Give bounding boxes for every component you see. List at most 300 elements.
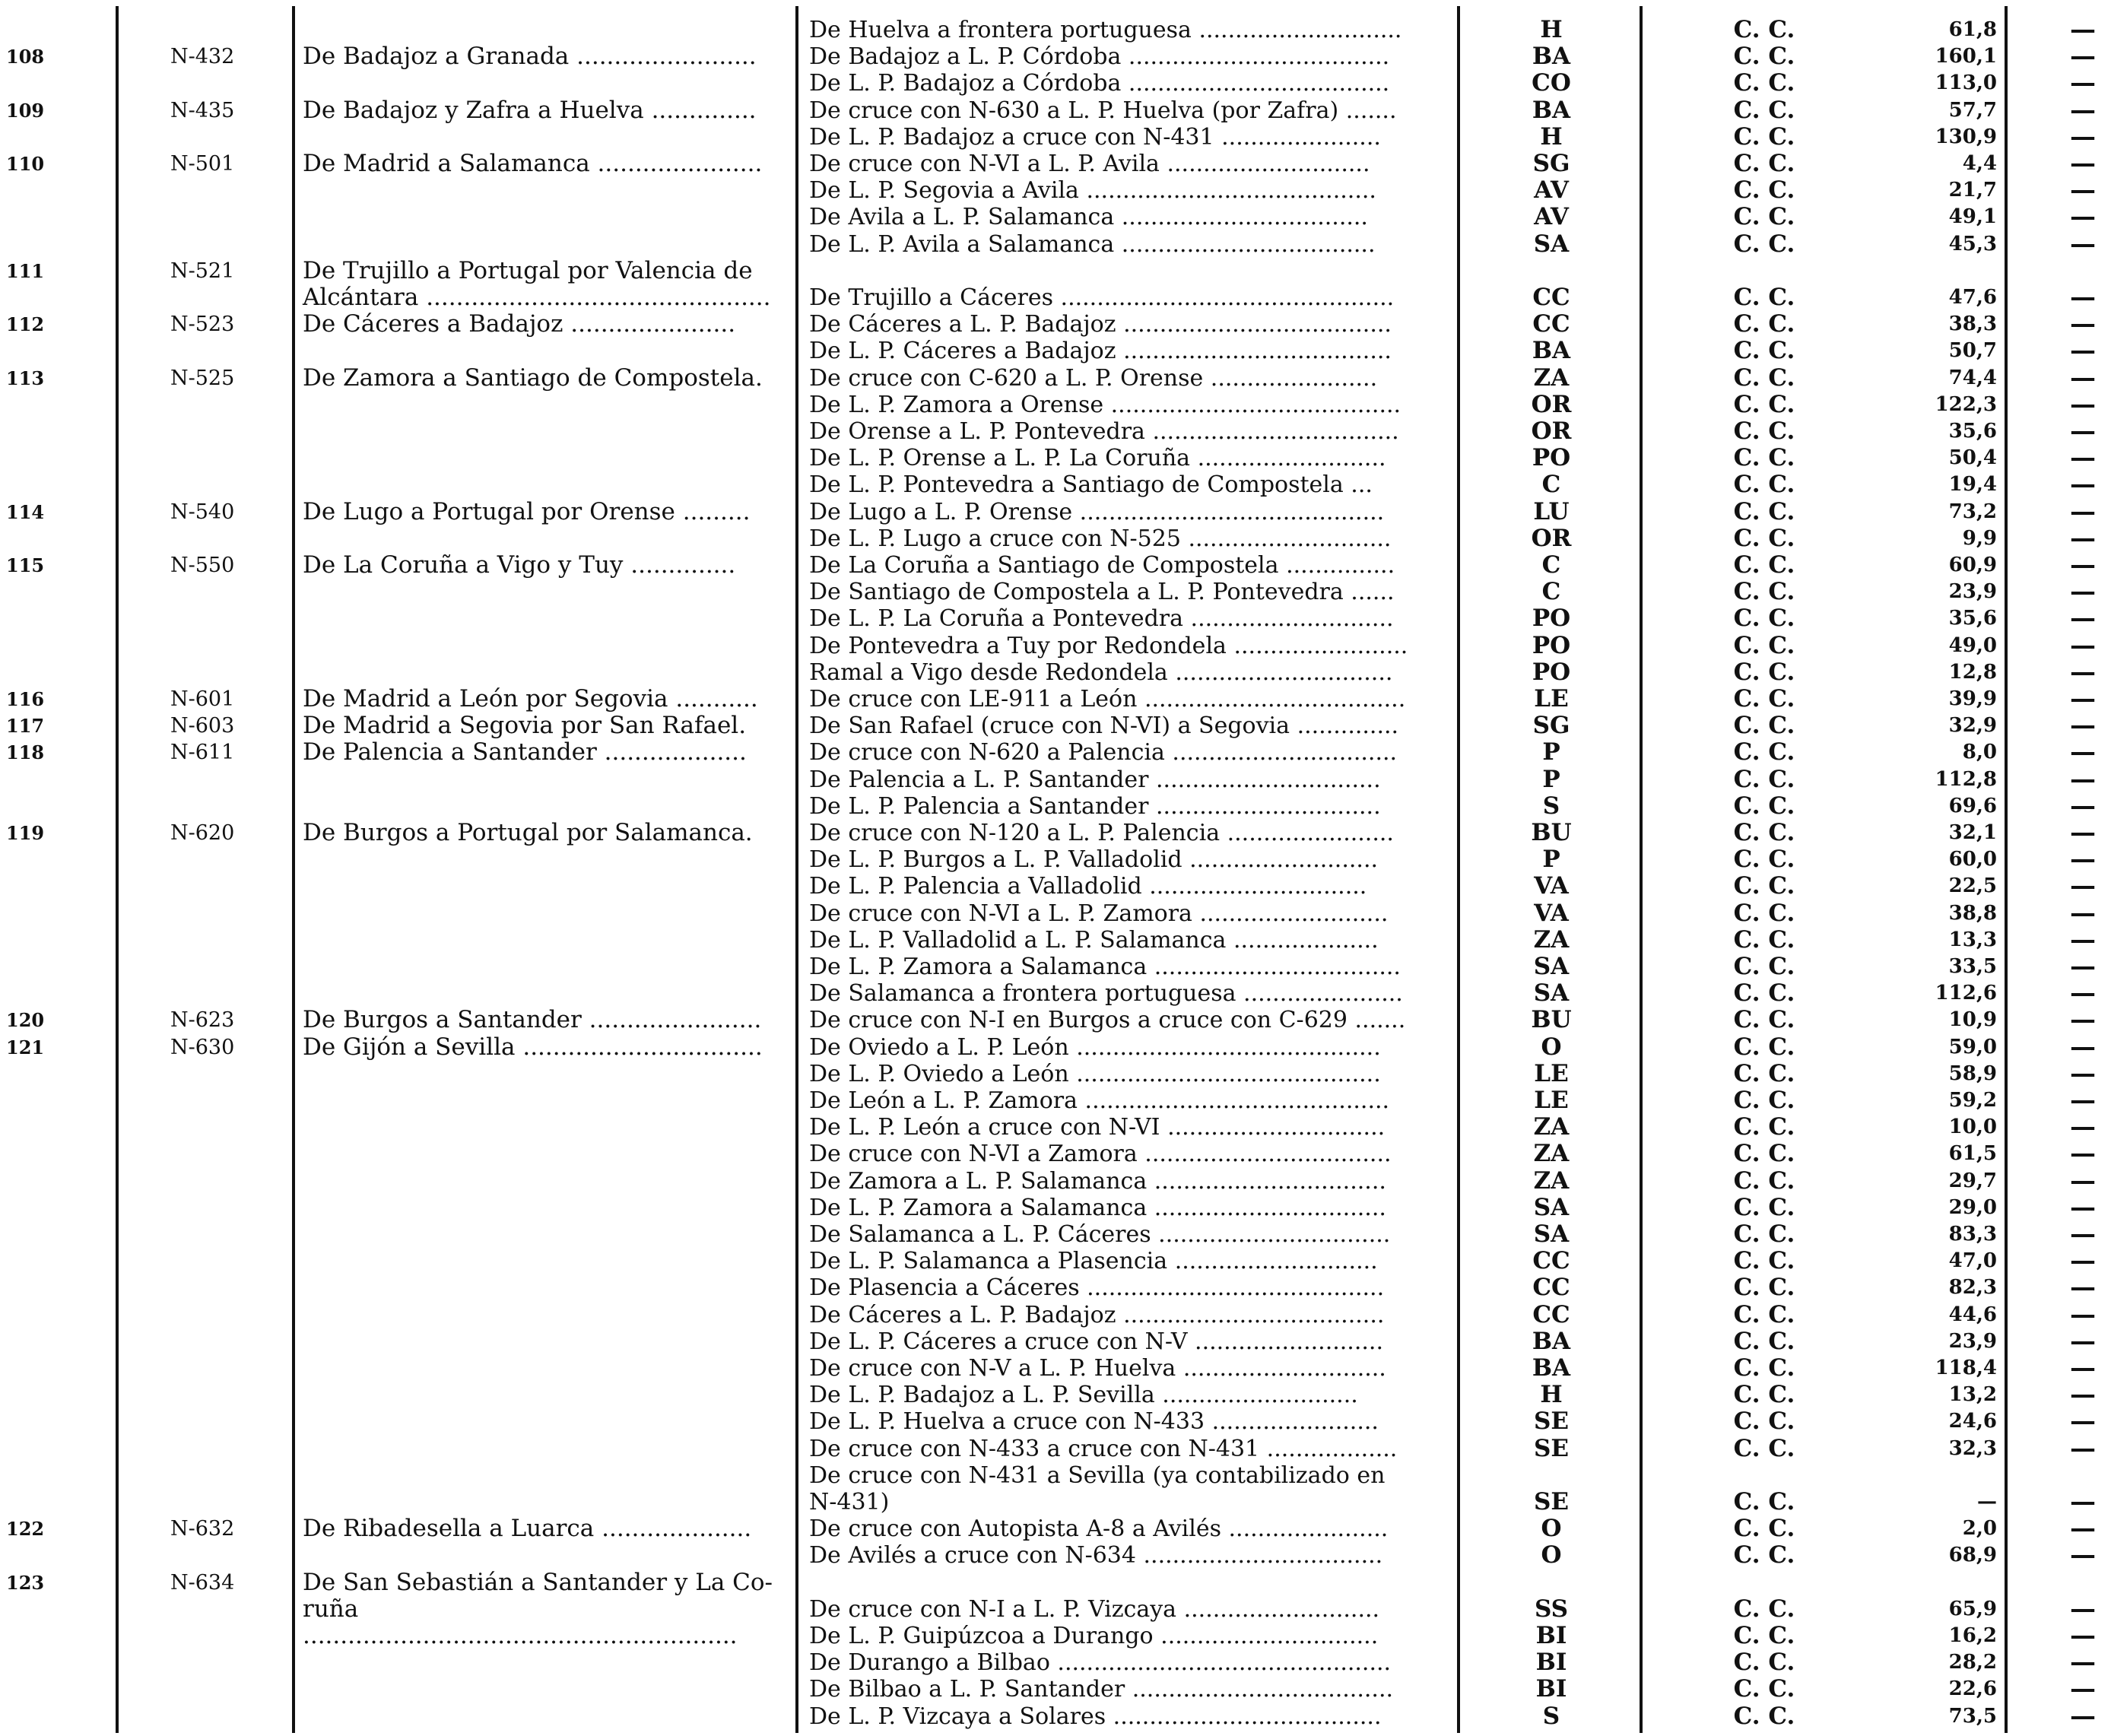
blank-dash: —: [2070, 41, 2096, 72]
blank-dash: —: [2070, 522, 2096, 554]
blank-dash: —: [2070, 121, 2096, 152]
route-name: De Trujillo a Portugal por Valencia de: [303, 256, 753, 284]
length-km: 23,9: [1948, 1329, 1997, 1353]
province-code: SE: [1533, 1408, 1569, 1436]
province-code: P: [1542, 738, 1560, 766]
section-description: De L. P. Cáceres a Badajoz .....................................: [809, 338, 1392, 365]
road-class: C. C.: [1733, 792, 1795, 820]
length-km: 68,9: [1948, 1544, 1997, 1567]
road-class: C. C.: [1733, 872, 1795, 900]
section-description: De Santiago de Compostela a L. P. Pontevedra ......: [809, 579, 1395, 606]
length-km: 10,0: [1948, 1116, 1997, 1139]
table-row: [0, 897, 2111, 928]
table-row: [0, 1274, 2111, 1301]
section-description: De Oviedo a L. P. León ..........................................: [809, 1033, 1381, 1061]
road-code: N-540: [170, 500, 235, 524]
blank-dash: —: [2070, 1700, 2096, 1731]
route-name: De Madrid a Salamanca ......................: [303, 150, 763, 177]
road-class: C. C.: [1733, 1488, 1795, 1515]
route-name: ruña ..........................................................: [303, 1595, 738, 1649]
province-code: SA: [1533, 230, 1570, 258]
length-km: 29,0: [1948, 1195, 1997, 1219]
table-row: [0, 1004, 2111, 1036]
blank-dash: —: [2070, 309, 2096, 340]
table-row: [0, 763, 2111, 795]
length-km: 160,1: [1935, 45, 1997, 68]
table-row: [0, 335, 2111, 367]
section-description: De L. P. León a cruce con N-VI ..............................: [809, 1114, 1386, 1141]
road-class: C. C.: [1733, 176, 1795, 205]
blank-dash: —: [2070, 94, 2096, 125]
blank-dash: —: [2070, 68, 2096, 99]
section-description: De cruce con N-431 a Sevilla (ya contabilizado en: [809, 1461, 1386, 1489]
length-km: 113,0: [1935, 71, 1997, 95]
section-description: De cruce con N-620 a Palencia ...............................: [809, 739, 1398, 766]
road-class: C. C.: [1733, 1140, 1795, 1168]
section-description: De L. P. Guipúzcoa a Durango ..............................: [809, 1623, 1379, 1649]
table-row: [0, 1569, 2111, 1596]
blank-dash: —: [2070, 1540, 2096, 1571]
blank-dash: —: [2070, 710, 2096, 741]
road-class: C. C.: [1733, 1381, 1795, 1409]
length-km: 57,7: [1948, 98, 1997, 122]
section-description: De L. P. Zamora a Salamanca ................................: [809, 1194, 1386, 1221]
section-description: De Bilbao a L. P. Santander ....................................: [809, 1676, 1394, 1703]
blank-dash: —: [2070, 469, 2096, 500]
province-code: PO: [1532, 444, 1571, 472]
length-km: 16,2: [1948, 1624, 1997, 1647]
road-class: C. C.: [1733, 471, 1795, 499]
road-code: N-630: [170, 1035, 235, 1059]
blank-dash: —: [2070, 1219, 2096, 1249]
section-description: De Orense a L. P. Pontevedra ..................................: [809, 418, 1399, 445]
section-description: De L. P. Huelva a cruce con N-433 .......................: [809, 1408, 1379, 1436]
blank-dash: —: [2070, 175, 2096, 206]
road-class: C. C.: [1733, 122, 1795, 151]
length-km: 10,9: [1948, 1008, 1997, 1032]
length-km: 23,9: [1948, 580, 1997, 604]
blank-dash: —: [2070, 1353, 2096, 1383]
province-code: SS: [1534, 1595, 1569, 1623]
section-description: De L. P. Zamora a Salamanca ..................................: [809, 954, 1401, 980]
table-row: [0, 471, 2111, 498]
road-class: C. C.: [1733, 819, 1795, 846]
blank-dash: —: [2070, 496, 2096, 527]
length-km: 38,8: [1948, 901, 1997, 925]
length-km: 49,0: [1948, 633, 1997, 657]
section-description: De cruce con N-I a L. P. Vizcaya ...........................: [809, 1595, 1380, 1623]
section-description: De cruce con N-V a L. P. Huelva ............................: [809, 1355, 1386, 1382]
province-code: C: [1541, 471, 1561, 499]
route-number: 113: [6, 367, 45, 389]
table-row: [0, 258, 2111, 284]
blank-dash: —: [2070, 1138, 2096, 1169]
length-km: 32,3: [1948, 1436, 1997, 1460]
road-code: N-623: [170, 1008, 235, 1033]
section-description: De L. P. Valladolid a L. P. Salamanca ....................: [809, 926, 1379, 954]
section-description: Ramal a Vigo desde Redondela ..............................: [809, 659, 1393, 686]
province-code: BA: [1532, 337, 1571, 365]
section-description: De L. P. Cáceres a cruce con N-V ..........................: [809, 1328, 1383, 1355]
province-code: P: [1542, 846, 1560, 874]
section-description: De cruce con N-VI a Zamora ..................................: [809, 1141, 1392, 1168]
length-km: 65,9: [1948, 1597, 1997, 1620]
length-km: 59,2: [1948, 1089, 1997, 1112]
blank-dash: —: [2070, 1165, 2096, 1196]
road-class: C. C.: [1733, 846, 1795, 874]
province-code: CC: [1532, 1247, 1570, 1275]
length-km: 13,2: [1948, 1383, 1997, 1407]
province-code: CC: [1532, 310, 1570, 338]
province-code: SE: [1533, 1488, 1569, 1515]
road-class: C. C.: [1733, 1059, 1795, 1087]
length-km: 22,5: [1948, 874, 1997, 898]
table-row: [0, 1087, 2111, 1114]
blank-dash: —: [2070, 1058, 2096, 1089]
blank-dash: —: [2070, 978, 2096, 1009]
blank-dash: —: [2070, 1513, 2096, 1544]
table-row: [0, 1700, 2111, 1731]
blank-dash: —: [2070, 1487, 2096, 1517]
section-description: De San Rafael (cruce con N-VI) a Segovia ..............: [809, 712, 1399, 740]
province-code: SG: [1532, 150, 1570, 177]
section-description: De L. P. Zamora a Orense ........................................: [809, 391, 1402, 418]
province-code: PO: [1532, 658, 1571, 686]
province-code: BU: [1531, 1006, 1572, 1034]
province-code: VA: [1534, 872, 1569, 900]
blank-dash: —: [2070, 1325, 2096, 1357]
road-class: C. C.: [1733, 150, 1795, 177]
section-description: De cruce con N-VI a L. P. Zamora ..........................: [809, 900, 1389, 927]
length-km: 61,8: [1948, 18, 1997, 41]
length-km: 47,0: [1948, 1249, 1997, 1273]
section-description: De cruce con N-433 a cruce con N-431 ..................: [809, 1435, 1398, 1462]
province-code: OR: [1531, 390, 1572, 418]
length-km: 58,9: [1948, 1062, 1997, 1085]
province-code: P: [1542, 765, 1560, 793]
table-row: [0, 418, 2111, 445]
province-code: SA: [1533, 953, 1570, 980]
section-description: De Lugo a L. P. Orense ..........................................: [809, 498, 1385, 525]
length-km: 12,8: [1948, 660, 1997, 684]
road-class: C. C.: [1733, 551, 1795, 579]
table-row: [0, 1058, 2111, 1089]
road-class: C. C.: [1733, 337, 1795, 365]
route-number: 121: [6, 1036, 45, 1058]
length-km: 69,6: [1948, 794, 1997, 817]
section-description: De Plasencia a Cáceres .........................................: [809, 1274, 1385, 1302]
road-code: N-550: [170, 554, 235, 577]
province-code: PO: [1532, 605, 1571, 633]
province-code: BA: [1532, 96, 1571, 124]
road-class: C. C.: [1733, 1515, 1795, 1543]
blank-dash: —: [2070, 335, 2096, 367]
road-code: N-523: [170, 313, 235, 337]
length-km: 112,6: [1935, 982, 1997, 1005]
section-description: De L. P. Badajoz a Córdoba ....................................: [809, 70, 1390, 97]
length-km: 19,4: [1948, 473, 1997, 497]
table-row: [0, 846, 2111, 873]
province-code: OR: [1531, 417, 1572, 445]
blank-dash: —: [2070, 282, 2096, 313]
blank-dash: —: [2070, 228, 2096, 259]
province-code: SE: [1533, 1434, 1569, 1462]
length-km: 130,9: [1935, 125, 1997, 148]
road-class: C. C.: [1733, 953, 1795, 980]
table-row: [0, 1221, 2111, 1248]
table-row: [0, 522, 2111, 554]
table-row: [0, 924, 2111, 955]
table-row: [0, 43, 2111, 70]
blank-dash: —: [2070, 389, 2096, 420]
blank-dash: —: [2070, 630, 2096, 661]
section-description: De Avilés a cruce con N-634 .................................: [809, 1542, 1383, 1569]
section-description: N-431): [809, 1489, 890, 1515]
road-class: C. C.: [1733, 605, 1795, 633]
route-name: De Madrid a Segovia por San Rafael.: [303, 712, 747, 740]
route-name: De Badajoz a Granada ........................: [303, 43, 757, 71]
route-number: 117: [6, 715, 45, 738]
blank-dash: —: [2070, 737, 2096, 768]
province-code: C: [1541, 578, 1561, 606]
table-row: [0, 177, 2111, 204]
section-description: De Zamora a L. P. Salamanca ................................: [809, 1167, 1386, 1195]
table-row: [0, 70, 2111, 97]
route-name: De Madrid a León por Segovia ...........: [303, 685, 758, 712]
length-km: 28,2: [1948, 1651, 1997, 1674]
province-code: ZA: [1533, 1113, 1570, 1141]
table-row: [0, 686, 2111, 712]
province-code: CC: [1532, 1300, 1570, 1328]
table-row: [0, 1031, 2111, 1062]
province-code: O: [1541, 1541, 1562, 1569]
table-row: [0, 1138, 2111, 1169]
length-km: 73,2: [1948, 500, 1997, 523]
road-class: C. C.: [1733, 1033, 1795, 1061]
table-row: [0, 1542, 2111, 1569]
route-number: 114: [6, 500, 45, 523]
province-code: BU: [1531, 819, 1572, 846]
province-code: S: [1542, 792, 1560, 820]
blank-dash: —: [2070, 1379, 2096, 1411]
blank-dash: —: [2070, 550, 2096, 580]
length-km: 82,3: [1948, 1276, 1997, 1300]
blank-dash: —: [2070, 1246, 2096, 1277]
province-code: LE: [1534, 1087, 1569, 1114]
section-description: De Badajoz a L. P. Córdoba ....................................: [809, 43, 1390, 71]
province-code: LE: [1534, 1059, 1569, 1087]
table-row: [0, 1246, 2111, 1277]
road-class: C. C.: [1733, 69, 1795, 97]
route-number: 123: [6, 1571, 45, 1594]
route-name: De Zamora a Santiago de Compostela.: [303, 363, 763, 392]
length-km: 50,7: [1948, 339, 1997, 363]
table-row: [0, 576, 2111, 608]
blank-dash: —: [2070, 1433, 2096, 1464]
length-km: 22,6: [1948, 1677, 1997, 1701]
section-description: De cruce con C-620 a L. P. Orense .......................: [809, 364, 1378, 392]
length-km: 32,9: [1948, 714, 1997, 738]
road-class: C. C.: [1733, 1274, 1795, 1302]
blank-dash: —: [2070, 817, 2096, 848]
table-row: [0, 1379, 2111, 1411]
province-code: BA: [1532, 43, 1571, 71]
table-row: [0, 1325, 2111, 1357]
blank-dash: —: [2070, 576, 2096, 608]
table-row: [0, 873, 2111, 900]
province-code: CC: [1532, 1274, 1570, 1302]
route-name: De Lugo a Portugal por Orense .........: [303, 497, 751, 525]
blank-dash: —: [2070, 443, 2096, 474]
section-description: De Durango a Bilbao ..............................................: [809, 1649, 1392, 1677]
length-km: 59,0: [1948, 1035, 1997, 1058]
section-description: De L. P. Badajoz a cruce con N-431 ......................: [809, 123, 1381, 151]
blank-dash: —: [2070, 1004, 2096, 1036]
road-class: C. C.: [1733, 43, 1795, 71]
province-code: PO: [1532, 631, 1571, 659]
road-code: N-632: [170, 1517, 235, 1541]
table-row: [0, 790, 2111, 821]
table-row: [0, 817, 2111, 848]
province-code: O: [1541, 1033, 1562, 1061]
road-class: C. C.: [1733, 203, 1795, 231]
table-row: [0, 1408, 2111, 1435]
road-class: C. C.: [1733, 1434, 1795, 1462]
blank-dash: —: [2070, 603, 2096, 634]
route-name: Alcántara ..............................................: [303, 284, 771, 311]
road-class: C. C.: [1733, 284, 1795, 311]
length-km: 45,3: [1948, 232, 1997, 255]
route-name: De San Sebastián a Santander y La Co-: [303, 1568, 773, 1596]
road-code: N-501: [170, 152, 235, 176]
province-code: H: [1540, 1381, 1563, 1409]
road-class: C. C.: [1733, 1166, 1795, 1195]
section-description: De L. P. Lugo a cruce con N-525 ............................: [809, 525, 1392, 552]
route-number: 118: [6, 741, 45, 764]
section-description: De León a L. P. Zamora ..........................................: [809, 1087, 1390, 1114]
section-description: De L. P. Avila a Salamanca ...................................: [809, 230, 1376, 258]
province-code: ZA: [1533, 1166, 1570, 1195]
road-class: C. C.: [1733, 417, 1795, 445]
blank-dash: —: [2070, 362, 2096, 393]
route-number: 110: [6, 153, 45, 175]
table-row: [0, 656, 2111, 687]
road-class: C. C.: [1733, 1595, 1795, 1623]
road-code: N-521: [170, 259, 235, 283]
section-description: De cruce con Autopista A-8 a Avilés ......................: [809, 1515, 1389, 1543]
section-description: De Huelva a frontera portuguesa ............................: [809, 17, 1402, 43]
road-class: C. C.: [1733, 631, 1795, 659]
table-row: [0, 980, 2111, 1007]
table-row: [0, 362, 2111, 393]
road-class: C. C.: [1733, 979, 1795, 1008]
table-row: [0, 94, 2111, 125]
length-km: 33,5: [1948, 955, 1997, 978]
section-description: De L. P. Salamanca a Plasencia ............................: [809, 1248, 1378, 1275]
province-code: AV: [1534, 203, 1569, 231]
length-km: 60,0: [1948, 848, 1997, 871]
road-class: C. C.: [1733, 712, 1795, 740]
route-name: De Gijón a Sevilla ................................: [303, 1033, 763, 1061]
road-class: C. C.: [1733, 899, 1795, 927]
blank-dash: —: [2070, 684, 2096, 714]
section-description: De L. P. Vizcaya a Solares .....................................: [809, 1703, 1382, 1730]
section-description: De L. P. Badajoz a L. P. Sevilla ...........................: [809, 1382, 1358, 1409]
road-code: N-603: [170, 714, 235, 738]
table-row: [0, 739, 2111, 766]
blank-dash: —: [2070, 1085, 2096, 1116]
route-number: 120: [6, 1009, 45, 1032]
blank-dash: —: [2070, 1272, 2096, 1303]
road-class: C. C.: [1733, 578, 1795, 606]
table-row: [0, 1299, 2111, 1330]
length-km: 32,1: [1948, 821, 1997, 844]
table-row: [0, 605, 2111, 632]
section-description: De La Coruña a Santiago de Compostela ...............: [809, 552, 1395, 579]
length-km: 35,6: [1948, 607, 1997, 630]
road-class: C. C.: [1733, 1622, 1795, 1649]
road-class: C. C.: [1733, 310, 1795, 338]
length-km: 112,8: [1935, 767, 1997, 791]
blank-dash: —: [2070, 1593, 2096, 1624]
blank-dash: —: [2070, 416, 2096, 446]
table-row: [0, 1433, 2111, 1464]
route-number: 111: [6, 259, 45, 282]
blank-dash: —: [2070, 1299, 2096, 1330]
table-row: [0, 1462, 2111, 1489]
blank-dash: —: [2070, 1674, 2096, 1705]
road-class: C. C.: [1733, 1408, 1795, 1436]
route-number: 116: [6, 688, 45, 710]
route-number: 112: [6, 313, 45, 336]
road-class: C. C.: [1733, 1702, 1795, 1730]
length-km: 122,3: [1935, 392, 1997, 416]
blank-dash: —: [2070, 1406, 2096, 1437]
road-code: N-435: [170, 98, 235, 122]
road-code: N-634: [170, 1570, 235, 1595]
section-description: De Cáceres a L. P. Badajoz .....................................: [809, 311, 1392, 338]
province-code: ZA: [1533, 1140, 1570, 1168]
table-row: [0, 389, 2111, 420]
road-code: N-601: [170, 687, 235, 711]
road-class: C. C.: [1733, 230, 1795, 258]
road-class: C. C.: [1733, 1541, 1795, 1569]
table-row: [0, 1515, 2111, 1542]
table-row: [0, 1489, 2111, 1515]
section-description: De cruce con N-630 a L. P. Huelva (por Zafra) .......: [809, 97, 1397, 124]
route-name: De Palencia a Santander ...................: [303, 738, 747, 766]
length-km: 39,9: [1948, 687, 1997, 710]
province-code: ZA: [1533, 363, 1570, 392]
province-code: BA: [1532, 1354, 1571, 1382]
province-code: S: [1542, 1702, 1560, 1730]
road-class: C. C.: [1733, 1006, 1795, 1034]
road-class: C. C.: [1733, 1649, 1795, 1677]
blank-dash: —: [2070, 1031, 2096, 1062]
road-class: C. C.: [1733, 1247, 1795, 1275]
road-class: C. C.: [1733, 1300, 1795, 1328]
table-row: [0, 1114, 2111, 1141]
length-km: —: [1977, 1490, 1997, 1513]
province-code: OR: [1531, 524, 1572, 552]
table-row: [0, 443, 2111, 474]
province-code: BI: [1535, 1675, 1567, 1703]
blank-dash: —: [2070, 951, 2096, 982]
route-number: 109: [6, 99, 45, 122]
blank-dash: —: [2070, 924, 2096, 955]
road-class: C. C.: [1733, 390, 1795, 418]
road-class: C. C.: [1733, 658, 1795, 686]
